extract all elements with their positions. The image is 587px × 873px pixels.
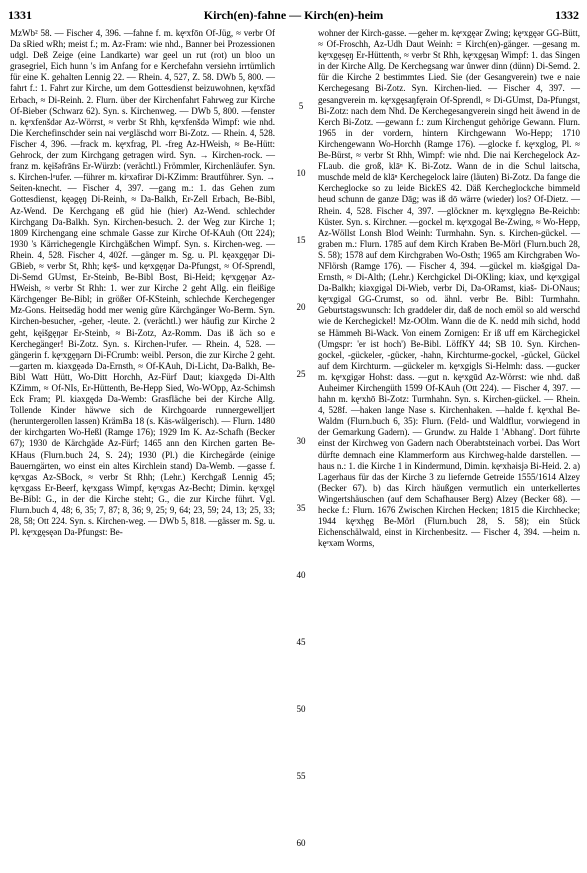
page-number-right: 1332: [555, 8, 579, 22]
line-number: 35: [296, 503, 306, 513]
running-head-title: Kirch(en)-fahne — Kirch(en)-heim: [203, 8, 384, 22]
left-column: [10, 28, 275, 538]
right-column: [318, 28, 580, 549]
line-number: 10: [296, 168, 306, 178]
line-number: 15: [296, 235, 306, 245]
line-number: 60: [296, 838, 306, 848]
line-number: 20: [296, 302, 306, 312]
line-number: 45: [296, 637, 306, 647]
line-number: 5: [298, 101, 304, 111]
page-header: [8, 8, 579, 24]
left-column-text: MzWb² 58. — Fischer 4, 396. —fahne f. m. kęᵉxfōn Of-Jüg, ≈ verbr Of Da sRied wRh; meist f.; m. Az-Fram: wie nhd., Banner bei Prozessionen udgl. Deß Zeige (eine Landkarte) war geel un rut (rot) un bloo un grasegriel, Eich hunn 's im Anfang for e Kerchefahn versiehn irrtümlich für eine K. gehalten Lennig 22. — Rhein. 4, 527, Z. 58. DWb 5, 800. —fahrt f.: 1. Fahrt zur Kirche, um dem Gottesdienst beizuwohnen, kęᵉxfād Erbach, ≈ Di-Reinh. 2. Flurn. über der Kirchenfahrt Fahrweg zur Kirche Of-Bieber (Schwarz 62). Syn. s. Kirchenweg. — DWb 5, 800. —fenster n. kęᵉxfenšdǝr Az-Wörrst, ≈ verbr St Rhh, kęᵉxfenšdǝ Wimpf: wie nhd. Die Kerchefinschder sein nai veᵉgläschd worr Bi-Zotz. — Rhein. 4, 528. Fischer 4, 396. —frack m. kęᵉxfrag, Pl. -freg Az-HWeish, ≈ Be-Hütt: Gehrock, der zum Kirchgang getragen wird. Syn. → Kirchen-rock. —franz m. kęišǝfrāns Er-Würzb: (verächtl.) Frömmler, Kirchenläufer. Syn. s. Kirchen-lᵒufer. —führer m. kiᵉxǝfirǝr Di-KZimm: Brautführer. Syn. → Seiten-knecht. — Fischer 4, 397. —gang m.: 1. das Gehen zum Gottesdienst, kęǝgęŋ Di-Reinh, ≈ Da-Balkh, Er-Zell Erbach, Be-Bibl, Az-Wend. De Kerchgang eß güd hie (hier) Az-Wend. schlechder Kirchgang Da-Balkh. Syn. Kirchen-besuch. 2. der Weg zur Kirche 1; 1809 Kirchengang eine schmale Gasse zur Kirche Of-KAuh (Ott 224); 1930 's Kärrichegengle Kirchgäßchen Wimpf. Syn. s. Kirchen-weg. — Rhein. 4, 528. Fischer 4, 402f. —gänger m. Sg. u. Pl. kęǝxgęŋǝr Di-GBieb, ≈ verbr St, Rhh; kęᵉš- und kęᵉxgęŋǝr Da-Pfungst, ≈ Of-Sprendl, Di-Semd GUmst, Er-Steinb, Be-Bibl Bost, Bi-Heid; kęᵉxgęŋǝr Az-HWeish, ≈ verbr St Rhh: 1. wer zur Kirche 2 geht Allg. ein fleißige Kärchgenger Be-Bibl; in größer Of-KSteinh, schlechde Kerchegenger Mz-Gons. Heitsedäg hodd mer wenig güre Kärchgänger Wo-Berm. Syn. Kirchen-besucher, -geher, -leute. 2. (verächtl.) wer häufig zur Kirche 2 geht, kęišgęŋǝr Er-Steinb, ≈ Bi-Zotz, Az-Romm. Das iß äch so e Kerchegänger! Bi-Zotz. Syn. s. Kirchen-lᵒufer. — Rhein. 4, 528. —gängerin f. kęᵉxgęŋǝrn Di-FCrumb: weibl. Person, die zur Kirche 2 geht. —garten m. kiǝxgęǝdǝ Da-Ernsth, ≈ Of-KAuh, Di-Licht, Da-Balkh, Be-Bibl Watt Hütt, Wo-Ditt Horchh, Az-Fürf Daut; kiǝxgędǝ Di-Alth KZimm, ≈ Of-NIs, Er-Hüttenth, Be-Hepp Sied, Wo-WOpp, Az-Schimsh Eck Fram; Pl. kiǝxgędǝ Da-Wemb: Grasfläche bei der Kirche Allg. Tollende Kinder häwwe sich de Kirchgoarde runnergewelljert (heruntergerollen lassen) KrämBa 18 (s. Käs-wälgerisch). — Flurn. 1480 der kirchgarten Wo-Heßl (Ramge 176); 1929 Im K. Az-Schafh (Becker 67); 1930 de Kärchgäde Az-Fürf; 1465 ann den Kirchen garten Be-KHaus (Flurn.buch 24, S. 24); 1930 (Pl.) die Kirchegärde (einige Bauerngärten, wo einst ein altes Kirchlein stand) Da-Wemb. —gasse f. kęᵉxgas Az-SBock, ≈ verbr St Rhh; (Lehr.) Kerchgaß Lennig 45; kęᵉxgass Er-Beerf, kęᵉxgass Wimpf, kęᵉxgas Az-Becht; Dimin. kęᵉxgęl Be-Bibl: G., in der die Kirche steht; G., die zur Kirche führt. Vgl. Flurn.buch 4, 48; 6, 35; 7, 87; 8, 36; 9, 25; 9, 64; 23, 59; 24, 13; 25, 33; 28, 58; Ott 224. Syn. s. Kirchen-weg. — DWb 5, 818. —gässer m. Sg. u. Pl. kęᵉxgęsęǝn Da-Pfungst: Be-: [10, 28, 275, 538]
line-number: 50: [296, 704, 306, 714]
line-number: 30: [296, 436, 306, 446]
right-column-text: wohner der Kirch-gasse. —geher m. kęᵉxgęǝr Zwing; kęᵉxgęǝr GG-Bütt, ≈ Of-Froschh, Az-Udh Daut Weinh: = Kirch(en)-gänger. —gesang m. kęᵉxgęsęŋ Er-Hüttenth, ≈ verbr St Rhh, kęᵉxgęsaŋ Wimpf: 1. das Singen in der Kirche Allg. De Kerchegsang war ůnwer dinn (dünn) Di-Semd. 2. für die Kirche 2 bestimmtes Lied. Sie (der Gesangverein) twe e naie Kerchegesang Bi-Zotz. Syn. Kirchen-lied. — Fischer 4, 397. —gesangverein m. kęᵉxgęsaŋfęrǝin Of-Sprendl, ≈ Di-GUmst, Da-Pfungst, Bi-Zotz: nach dem Nhd. De Kerchegesangverein singd heit äwend in de Kerch Bi-Zotz. —gewann f.: zum Kirchengut gehörige Gewann. Flurn. 1965 in der vordern, hintern Kirchgewann Wo-Hepp; 1710 Kirchengewann Wo-Horchh (Ramge 176). —glocke f. kęᵉxglog, Pl. ≈ Be-Bürst, ≈ verbr St Rhh, Wimpf: wie nhd. Die nai Kerchegelock Az-FLaub. die groß, klāⁿ K. Bi-Zotz. Wann de in die Schul laitscha, muschde meld de klāⁿ Kerchegelock laire (läuten) Bi-Zotz. Da fange die Kercheglocke so zu leide BickES 42. Däß Kercheglockche bimmeld heud schunn de ganze Dāg; was iß dō wärre (wieder) los? Of-Dietz. — Rhein. 4, 528. Fischer 4, 397. —glöckner m. kęᵉxglęgnǝ Be-Reichb: Küster. Syn. s. Kirchner. —gockel m. kęᵉxgogǝl Be-Zwing, ≈ Wo-Hepp, Az-Wöllst Lonsh Blod Weinh: Turmhahn. Syn. s. Kirchen-gückel. —graben m.: Flurn. 1785 auf dem Kirch Kraben Be-Mörl (Flurn.buch 28, S. 58); 1578 auf dem Kirchgraben Wo-Osth; 1965 am Kirchgraben Wo-NFlörsh (Ramge 176). — Fischer 4, 394. —gückel m. kiǝšgigǝl Da-Ernsth, ≈ Di-Alth; (Lehr.) Kerchgickel Di-OKling; kiǝx, und kęᵉxgigǝl Da-Balkh; kiǝxgigǝl Di-Wieb, verbr Di, Da-ORamst, kiǝš- Di-ONaus; kęᵉxgigǝl GG-Crumst, so od. ähnl. verbr Be. Bibl: Turmhahn. Geburtstagswunsch: Ich graddeler dir, daß de noch emöl so ald werschd wie de Kerchegickel! Mz-OOlm. Wann die de K. nedd mih sichd, hodd se Hämmeh Bi-Wack. Von einem Zornigen: Er iß uff em Kärchegickel (Umgspr: 'er ist hoch') Be-Bibl. LöffKY 44; SB 10. Syn. Kirchen-gockel, -gückeler, -gücker, -hahn, Kirchturme-gockel, -gückel, Gückel auf dem Kirchturm. —gückeler m. kęᵉxgigls Si-Helmh: dass. —gucker m. kęᵉxgigǝr Hohst: dass. —gut n. kęᵉxgūd Az-Wörrst: wie nhd. daß Auheimer Kirchengüth 1599 Of-KAuh (Ott 224). — Fischer 4, 397. —hahn m. kęᵉxhō Bi-Zotz: Turmhahn. Syn. s. Kirchen-gückel. — Rhein. 4, 528f. —haken lange Nase s. Kirchenhaken. —halde f. kęᵉxhal Be-Waldm (Flurn.buch 6, 35): Flurn. (Feld- und Waldflur, vorwiegend in der Gemarkung Gadern). — Grundw. zu Halde 1 'Abhang'. Dort führte einst der Kirchweg von Gadern nach Oberabtsteinach vorbei. Das Wort dürfte demnach eine Klammerform aus Kirchweg-halde darstellen. —haus n.: 1. die Kirche 1 in Kindermund, Dimin. kęᵉxhǝisjǝ Bi-Heid. 2. a) Lagerhaus für das der Kirche 3 zu liefernde Getreide 1555/1614 Alzey (Becker 67). b) das Kirch häußgen vermutlich ein unterkellertes Wingertshäuschen (auf dem Schafhauser Berg) Alzey (Becker 68). —hecke f.: Flurn. 1676 Zwischen Kirchen Hecken; 1815 die Kirchhecke; 1944 kęᵉxhęg Be-Mörl (Flurn.buch 28, S. 58); ein Stück Eichenschälwald, einst in Kirchenbesitz. — Fischer 4, 394. —heim n. kęᵉxǝm Worms,: [318, 28, 580, 549]
line-number: 55: [296, 771, 306, 781]
line-number: 25: [296, 369, 306, 379]
line-number: 40: [296, 570, 306, 580]
page-number-left: 1331: [8, 8, 32, 22]
